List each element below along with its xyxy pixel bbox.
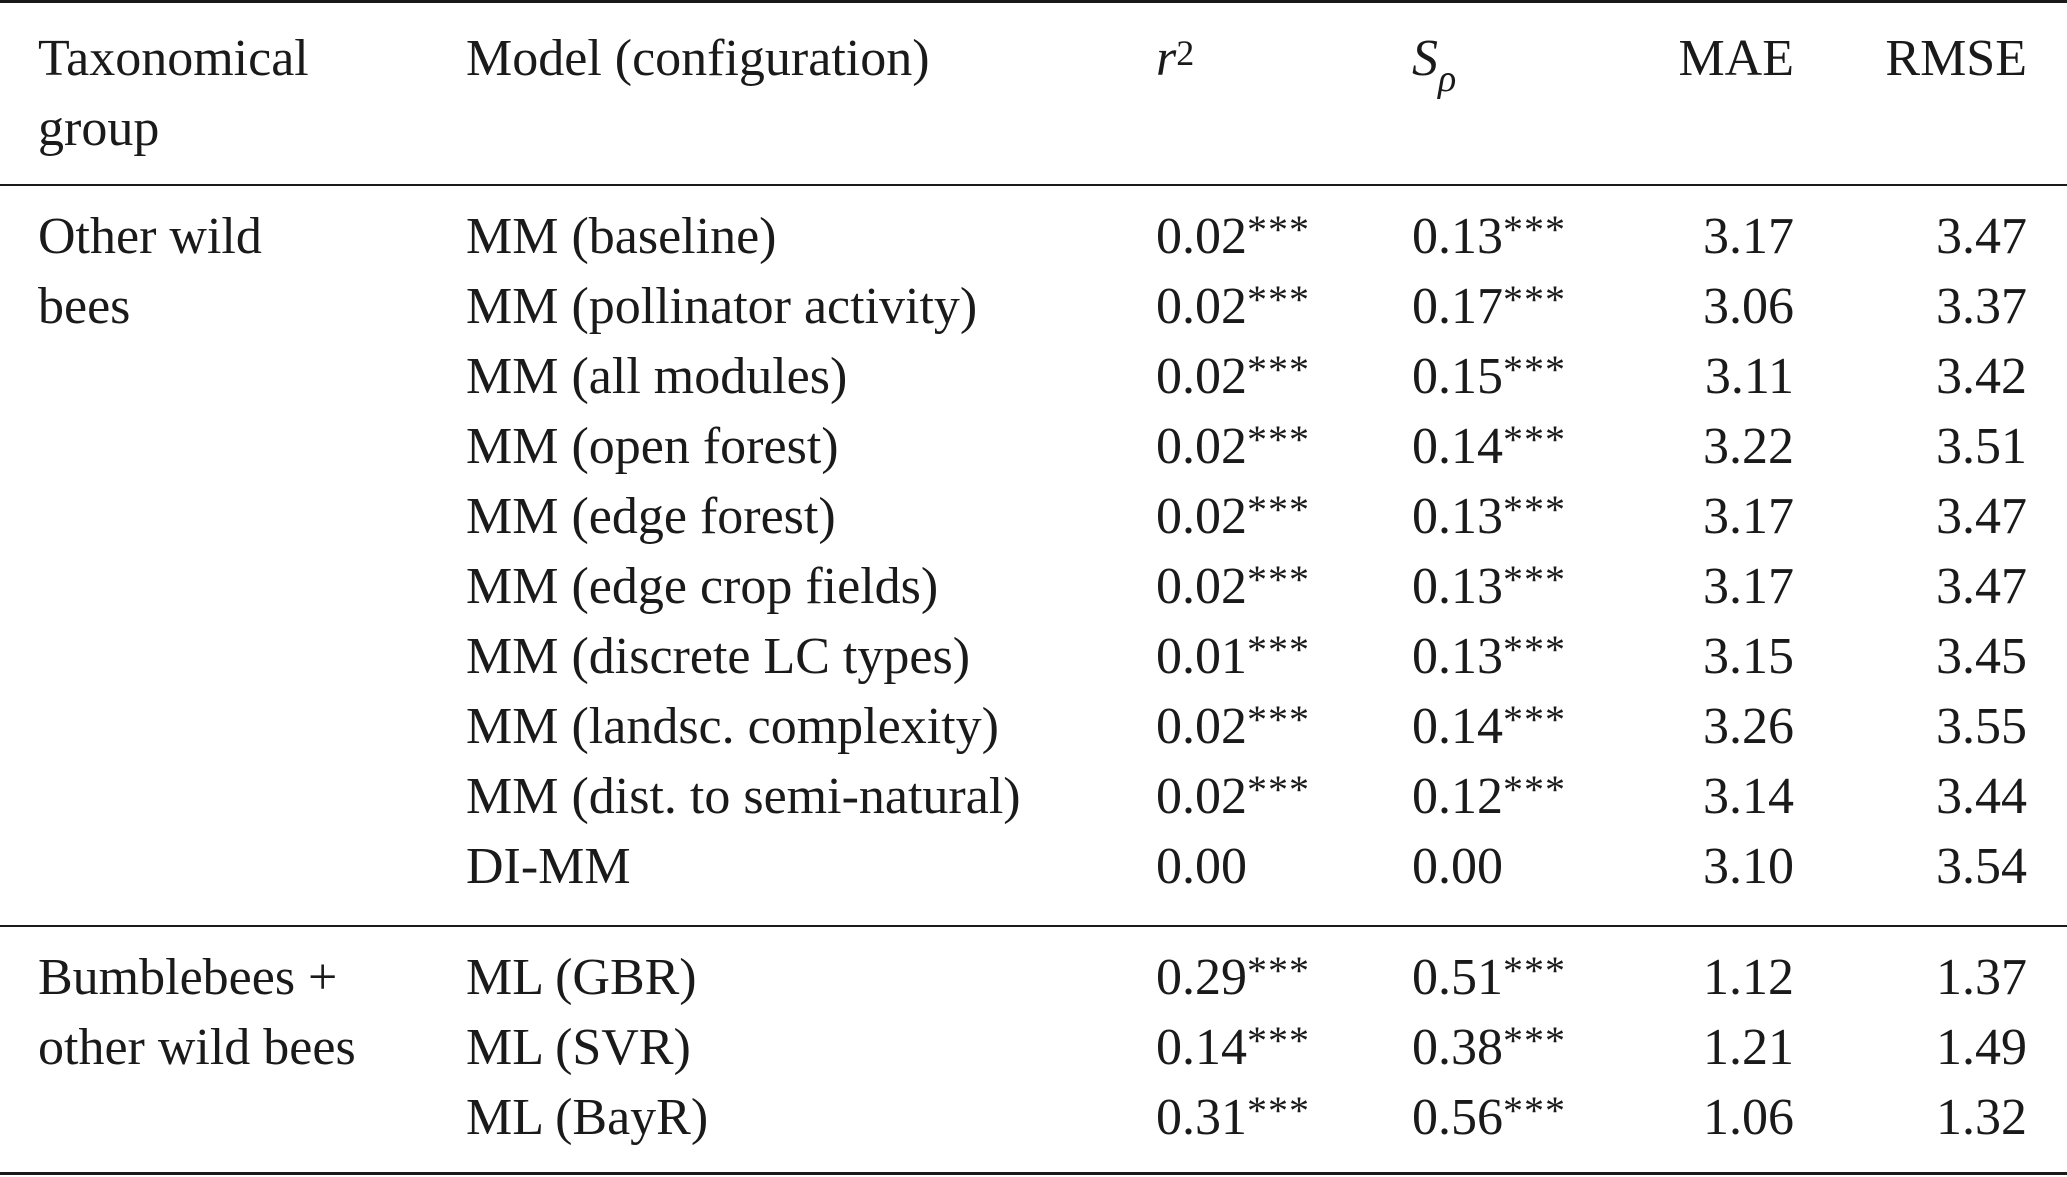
header-r2-exponent: 2	[1176, 33, 1195, 73]
r2-value: 0.02	[1156, 558, 1247, 615]
mae-cell: 3.15	[1703, 628, 1794, 685]
srho-cell	[1412, 412, 1566, 485]
mae-cell: 3.17	[1703, 558, 1794, 615]
r2-cell	[1156, 272, 1310, 345]
r2-significance: ***	[1247, 207, 1310, 252]
mae-cell: 3.17	[1703, 208, 1794, 265]
mae-cell: 3.10	[1703, 838, 1794, 895]
srho-cell	[1412, 622, 1566, 695]
table-row	[0, 832, 2067, 902]
srho-cell	[1412, 552, 1566, 625]
mae-cell: 1.12	[1703, 949, 1794, 1006]
srho-value: 0.56	[1412, 1089, 1503, 1146]
r2-value: 0.31	[1156, 1089, 1247, 1146]
r2-significance: ***	[1247, 417, 1310, 462]
r2-value: 0.02	[1156, 278, 1247, 335]
r2-cell	[1156, 1013, 1310, 1086]
srho-cell	[1412, 762, 1566, 835]
srho-significance: ***	[1503, 207, 1566, 252]
r2-significance: ***	[1247, 277, 1310, 322]
rmse-cell: 3.45	[1936, 628, 2027, 685]
rmse-cell: 1.37	[1936, 949, 2027, 1006]
srho-significance: ***	[1503, 487, 1566, 532]
srho-cell	[1412, 482, 1566, 555]
rmse-cell: 3.42	[1936, 348, 2027, 405]
model-cell: MM (edge crop fields)	[466, 558, 939, 615]
rmse-cell: 3.55	[1936, 698, 2027, 755]
r2-value: 0.01	[1156, 628, 1247, 685]
group-name-line2: other wild bees	[38, 1019, 356, 1076]
model-cell: MM (all modules)	[466, 348, 848, 405]
table-row	[0, 692, 2067, 762]
srho-cell	[1412, 832, 1503, 902]
r2-significance: ***	[1247, 557, 1310, 602]
srho-significance: ***	[1503, 948, 1566, 993]
r2-value: 0.29	[1156, 949, 1247, 1006]
r2-cell	[1156, 622, 1310, 695]
table-row	[0, 1083, 2067, 1153]
table-row	[0, 482, 2067, 552]
r2-value: 0.02	[1156, 698, 1247, 755]
model-cell: DI-MM	[466, 838, 631, 895]
srho-significance: ***	[1503, 627, 1566, 672]
srho-value: 0.15	[1412, 348, 1503, 405]
group-name-line1: Other wild	[38, 208, 262, 265]
mae-cell: 3.11	[1704, 348, 1794, 405]
table-bottom-rule	[0, 1172, 2067, 1175]
srho-value: 0.12	[1412, 768, 1503, 825]
srho-value: 0.13	[1412, 208, 1503, 265]
model-cell: ML (GBR)	[466, 949, 697, 1006]
r2-cell	[1156, 762, 1310, 835]
srho-cell	[1412, 342, 1566, 415]
r2-value: 0.02	[1156, 418, 1247, 475]
header-srho-subscript: ρ	[1438, 58, 1457, 100]
table-row	[0, 762, 2067, 832]
rmse-cell: 3.37	[1936, 278, 2027, 335]
rmse-cell: 3.51	[1936, 418, 2027, 475]
r2-significance: ***	[1247, 1018, 1310, 1063]
mae-cell: 1.06	[1703, 1089, 1794, 1146]
table-row	[0, 202, 2067, 272]
model-cell: ML (BayR)	[466, 1089, 709, 1146]
mae-cell: 3.06	[1703, 278, 1794, 335]
model-cell: MM (discrete LC types)	[466, 628, 971, 685]
header-srho-base: S	[1412, 30, 1438, 87]
header-taxonomical-group	[38, 24, 309, 164]
srho-cell	[1412, 692, 1566, 765]
group-name-line2: bees	[38, 278, 131, 335]
srho-cell	[1412, 202, 1566, 275]
table-row	[0, 552, 2067, 622]
model-cell: MM (pollinator activity)	[466, 278, 978, 335]
rmse-cell: 3.47	[1936, 488, 2027, 545]
header-r2	[1156, 24, 1194, 94]
srho-significance: ***	[1503, 277, 1566, 322]
rmse-cell: 1.32	[1936, 1089, 2027, 1146]
r2-cell	[1156, 482, 1310, 555]
rmse-cell: 3.44	[1936, 768, 2027, 825]
table-header	[0, 0, 2067, 184]
header-mae: MAE	[1678, 30, 1794, 87]
srho-significance: ***	[1503, 697, 1566, 742]
header-r2-base: r	[1156, 30, 1177, 87]
model-cell: MM (dist. to semi-natural)	[466, 768, 1021, 825]
srho-value: 0.17	[1412, 278, 1503, 335]
table-row	[0, 272, 2067, 342]
r2-significance: ***	[1247, 767, 1310, 812]
r2-value: 0.02	[1156, 488, 1247, 545]
table-row	[0, 1013, 2067, 1083]
r2-value: 0.02	[1156, 348, 1247, 405]
mae-cell: 3.22	[1703, 418, 1794, 475]
mae-cell: 3.26	[1703, 698, 1794, 755]
model-cell: MM (edge forest)	[466, 488, 836, 545]
rmse-cell: 1.49	[1936, 1019, 2027, 1076]
rmse-cell: 3.47	[1936, 208, 2027, 265]
group-name-line1: Bumblebees +	[38, 949, 338, 1006]
srho-cell	[1412, 943, 1566, 1016]
rmse-cell: 3.47	[1936, 558, 2027, 615]
srho-significance: ***	[1503, 767, 1566, 812]
header-taxonomical-group-line1: Taxonomical	[38, 30, 309, 87]
r2-significance: ***	[1247, 627, 1310, 672]
r2-significance: ***	[1247, 487, 1310, 532]
r2-value: 0.14	[1156, 1019, 1247, 1076]
r2-value: 0.00	[1156, 838, 1247, 895]
srho-significance: ***	[1503, 347, 1566, 392]
mae-cell: 1.21	[1703, 1019, 1794, 1076]
r2-significance: ***	[1247, 347, 1310, 392]
r2-value: 0.02	[1156, 768, 1247, 825]
header-taxonomical-group-line2: group	[38, 100, 160, 157]
header-spearman-rho	[1412, 24, 1456, 98]
srho-value: 0.14	[1412, 418, 1503, 475]
srho-cell	[1412, 272, 1566, 345]
model-cell: ML (SVR)	[466, 1019, 691, 1076]
r2-cell	[1156, 692, 1310, 765]
table-row	[0, 342, 2067, 412]
srho-value: 0.13	[1412, 558, 1503, 615]
r2-significance: ***	[1247, 697, 1310, 742]
r2-value: 0.02	[1156, 208, 1247, 265]
table-row	[0, 943, 2067, 1013]
r2-significance: ***	[1247, 1088, 1310, 1133]
r2-cell	[1156, 412, 1310, 485]
group-separator-rule	[0, 925, 2067, 927]
srho-value: 0.13	[1412, 628, 1503, 685]
r2-cell	[1156, 342, 1310, 415]
mae-cell: 3.14	[1703, 768, 1794, 825]
srho-value: 0.13	[1412, 488, 1503, 545]
r2-cell	[1156, 552, 1310, 625]
header-bottom-rule	[0, 184, 2067, 186]
srho-significance: ***	[1503, 417, 1566, 462]
srho-significance: ***	[1503, 1088, 1566, 1133]
srho-significance: ***	[1503, 1018, 1566, 1063]
srho-value: 0.38	[1412, 1019, 1503, 1076]
srho-value: 0.14	[1412, 698, 1503, 755]
header-rmse: RMSE	[1885, 30, 2027, 87]
table-row	[0, 622, 2067, 692]
srho-cell	[1412, 1083, 1566, 1156]
srho-cell	[1412, 1013, 1566, 1086]
model-cell: MM (baseline)	[466, 208, 777, 265]
srho-significance: ***	[1503, 557, 1566, 602]
rmse-cell: 3.54	[1936, 838, 2027, 895]
r2-cell	[1156, 832, 1247, 902]
srho-value: 0.51	[1412, 949, 1503, 1006]
srho-value: 0.00	[1412, 838, 1503, 895]
r2-significance: ***	[1247, 948, 1310, 993]
r2-cell	[1156, 1083, 1310, 1156]
table-row	[0, 412, 2067, 482]
model-cell: MM (landsc. complexity)	[466, 698, 999, 755]
r2-cell	[1156, 943, 1310, 1016]
mae-cell: 3.17	[1703, 488, 1794, 545]
model-cell: MM (open forest)	[466, 418, 839, 475]
r2-cell	[1156, 202, 1310, 275]
header-model: Model (configuration)	[466, 30, 930, 87]
